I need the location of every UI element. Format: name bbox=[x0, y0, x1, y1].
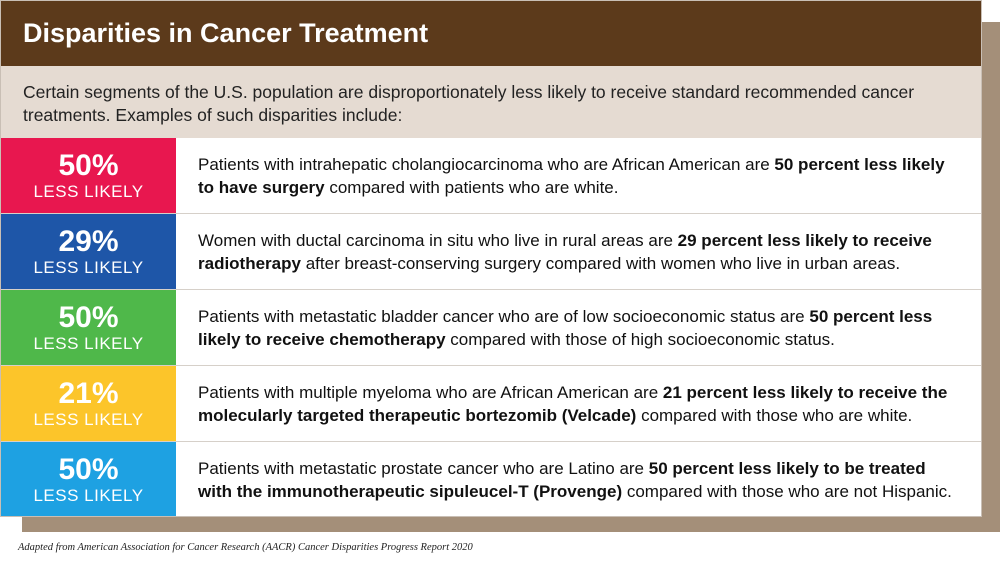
disparity-description bbox=[176, 214, 981, 289]
description-text: Patients with multiple myeloma who are African American are bbox=[198, 382, 663, 402]
disparity-description bbox=[176, 366, 981, 441]
disparity-description bbox=[176, 138, 981, 213]
description-highlight: 21 percent less likely to receive the molecularly targeted therapeutic bortezomib (Velcade) bbox=[198, 382, 948, 425]
disparity-row bbox=[1, 290, 981, 366]
disparity-description bbox=[176, 442, 981, 517]
disparity-row bbox=[1, 442, 981, 517]
description-text: compared with those who are not Hispanic. bbox=[622, 482, 952, 501]
description-text: compared with those who are white. bbox=[636, 405, 913, 425]
description-highlight: 50 percent less likely to be treated with the immunotherapeutic sipuleucel-T (Provenge) bbox=[198, 459, 926, 501]
stat-percent: 50% bbox=[58, 453, 119, 486]
page-title: Disparities in Cancer Treatment bbox=[1, 1, 981, 66]
description-highlight: 29 percent less likely to receive radiotherapy bbox=[198, 230, 932, 273]
stat-label: LESS LIKELY bbox=[33, 409, 144, 429]
stat-box bbox=[1, 138, 176, 213]
stat-percent: 50% bbox=[58, 300, 119, 334]
description-text: Patients with metastatic prostate cancer who are Latino are bbox=[198, 459, 649, 478]
disparity-description bbox=[176, 290, 981, 365]
stat-percent: 29% bbox=[58, 224, 119, 258]
description-text: after breast-conserving surgery compared with women who live in urban areas. bbox=[300, 253, 901, 273]
description-text: Patients with metastatic bladder cancer who are of low socioeconomic status are bbox=[198, 306, 810, 326]
disparity-row bbox=[1, 366, 981, 442]
source-citation: Adapted from American Association for Cancer Research (AACR) Cancer Disparities Progress Report 2020 bbox=[18, 542, 473, 553]
stat-label: LESS LIKELY bbox=[33, 181, 144, 201]
disparity-list bbox=[1, 138, 981, 517]
disparity-row bbox=[1, 214, 981, 290]
stat-label: LESS LIKELY bbox=[33, 257, 144, 277]
description-text: Patients with intrahepatic cholangiocarcinoma who are African American are bbox=[198, 154, 775, 174]
description-highlight: 50 percent less likely to receive chemotherapy bbox=[198, 306, 933, 349]
description-text: compared with patients who are white. bbox=[324, 177, 619, 197]
description-text: compared with those of high socioeconomic status. bbox=[445, 329, 835, 349]
stat-box bbox=[1, 442, 176, 517]
disparity-row bbox=[1, 138, 981, 214]
stat-label: LESS LIKELY bbox=[33, 333, 144, 353]
stat-box bbox=[1, 290, 176, 365]
intro-text: Certain segments of the U.S. population are disproportionately less likely to receive standard recommended cancer treatments. Examples of such disparities include: bbox=[1, 66, 981, 138]
stat-label: LESS LIKELY bbox=[33, 486, 144, 505]
description-text: Women with ductal carcinoma in situ who live in rural areas are bbox=[198, 230, 678, 250]
description-highlight: 50 percent less likely to have surgery bbox=[198, 154, 945, 197]
stat-box bbox=[1, 366, 176, 441]
stat-percent: 21% bbox=[58, 376, 119, 410]
stat-box bbox=[1, 214, 176, 289]
stat-percent: 50% bbox=[58, 148, 119, 182]
